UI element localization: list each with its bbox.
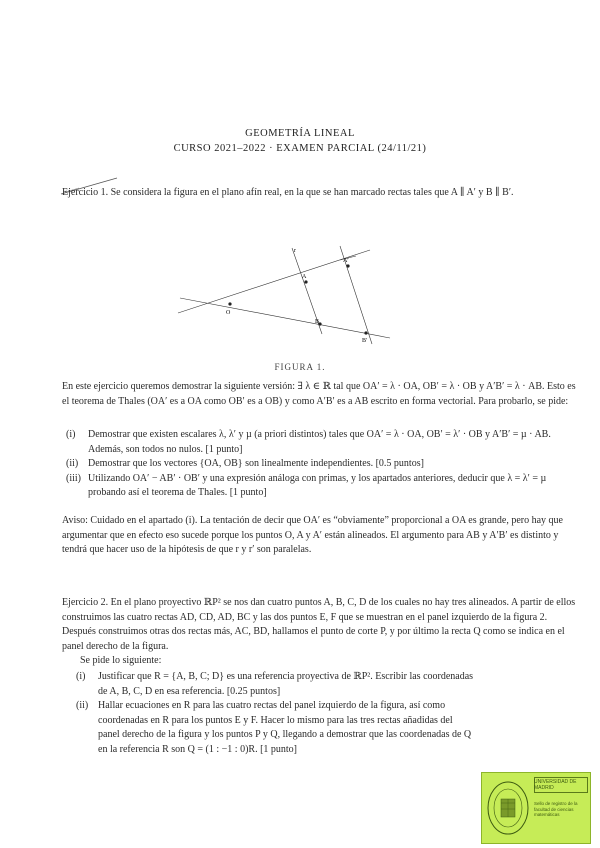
exercise-1-statement: En este ejercicio queremos demostrar la siguiente versión: ∃ λ ∈ ℝ tal que OA′ = λ · OA, OB′ = λ · OB y A′B′ = λ · AB. Esto es el teorema de Thales (OA′ es a OA como OB′ es a OB) y como A′B′ es a AB escrito en forma vectorial. Para probarlo, se pide: bbox=[62, 381, 576, 407]
exercise-1-hint: Aviso: Cuidado en el apartado (i). La tentación de decir que OA′ es “obviamente” proporcional a OA es grande, pero hay que argumentar que en efecto eso sucede porque los puntos O, A y A′ están alineados. El argumento para AB y A′B′ es distinto y tendrá que hacer uso de la hipótesis de que r y r′ son paralelas. bbox=[62, 515, 563, 555]
exercise-1-items bbox=[66, 428, 582, 501]
list-item: (i) Demostrar que existen escalares λ, λ′ y µ (a priori distintos) tales que OA′ = λ · OA, OB′ = λ′ · OB y A′B′ = µ · AB. Además, son todos no nulos. [1 punto] bbox=[66, 429, 551, 455]
stamp-subtitle: Sello de registro de la facultad de ciencias matemáticas bbox=[534, 801, 578, 817]
label-r: r bbox=[294, 248, 296, 254]
list-item: (i) Justificar que R = {A, B, C; D} es una referencia proyectiva de ℝP². Escribir las coordenadas de A, B, C, D en esa referencia. [0.25 puntos] bbox=[76, 671, 474, 697]
exercise-2-ask: Se pide lo siguiente: bbox=[80, 655, 162, 666]
figure-1-caption: FIGURA 1. bbox=[274, 362, 326, 372]
label-b: B bbox=[315, 319, 320, 325]
label-a: A bbox=[302, 274, 307, 280]
line-ob bbox=[180, 298, 390, 338]
list-item: (iii) Utilizando OA′ − AB′ · OB′ y una expresión análoga con primas, y los apartados anteriores, deducir que λ = λ′ = µ probando así el teorema de Thales. [1 punto] bbox=[66, 472, 547, 498]
label-o: O bbox=[226, 310, 231, 316]
list-item: (ii) Hallar ecuaciones en R para las cuatro rectas del panel izquierdo de la figura, así como coordenadas en R para los puntos E y F. Hacer lo mismo para las tres rectas añadidas del panel derecho de la figura y los puntos P y Q, llegando a demostrar que las coordenadas de Q en la referencia R son Q = (1 : −1 : 0)R. [1 punto] bbox=[76, 700, 472, 755]
list-item: (ii) Demostrar que los vectores {OA, OB} son linealmente independientes. [0.5 puntos] bbox=[66, 458, 424, 469]
point-a bbox=[304, 280, 307, 283]
registry-stamp bbox=[481, 772, 591, 844]
point-b-prime bbox=[364, 331, 367, 334]
point-o bbox=[228, 302, 231, 305]
stamp-organization: UNIVERSIDAD DE MADRID bbox=[534, 779, 577, 791]
exam-subtitle: CURSO 2021–2022 · EXAMEN PARCIAL (24/11/21) bbox=[173, 143, 427, 154]
exercise-2-items bbox=[76, 670, 476, 757]
label-a-prime: A′ bbox=[343, 258, 349, 264]
exercise-2-intro: Ejercicio 2. En el plano proyectivo ℝP² se nos dan cuatro puntos A, B, C, D de los cuales no hay tres alineados. A partir de ellos construimos las cuatro rectas AD, CD, AD, BC y las dos puntos E, F que se muestran en el panel izquierdo de la figura 2. Después construimos otras dos rectas más, AC, BD, hallamos el punto de corte P, y por último la recta Q como se indica en el panel derecho de la figura. bbox=[62, 597, 576, 652]
figure-1 bbox=[170, 238, 440, 348]
exam-header bbox=[0, 126, 600, 156]
university-seal-icon bbox=[486, 779, 530, 837]
course-title: GEOMETRÍA LINEAL bbox=[245, 128, 355, 139]
exercise-1-intro: Ejercicio 1. Se considera la figura en el plano afín real, en la que se han marcado rectas tales que A ∥ A′ y B ∥ B′. bbox=[62, 187, 514, 198]
point-a-prime bbox=[346, 264, 349, 267]
label-b-prime: B′ bbox=[362, 338, 368, 344]
